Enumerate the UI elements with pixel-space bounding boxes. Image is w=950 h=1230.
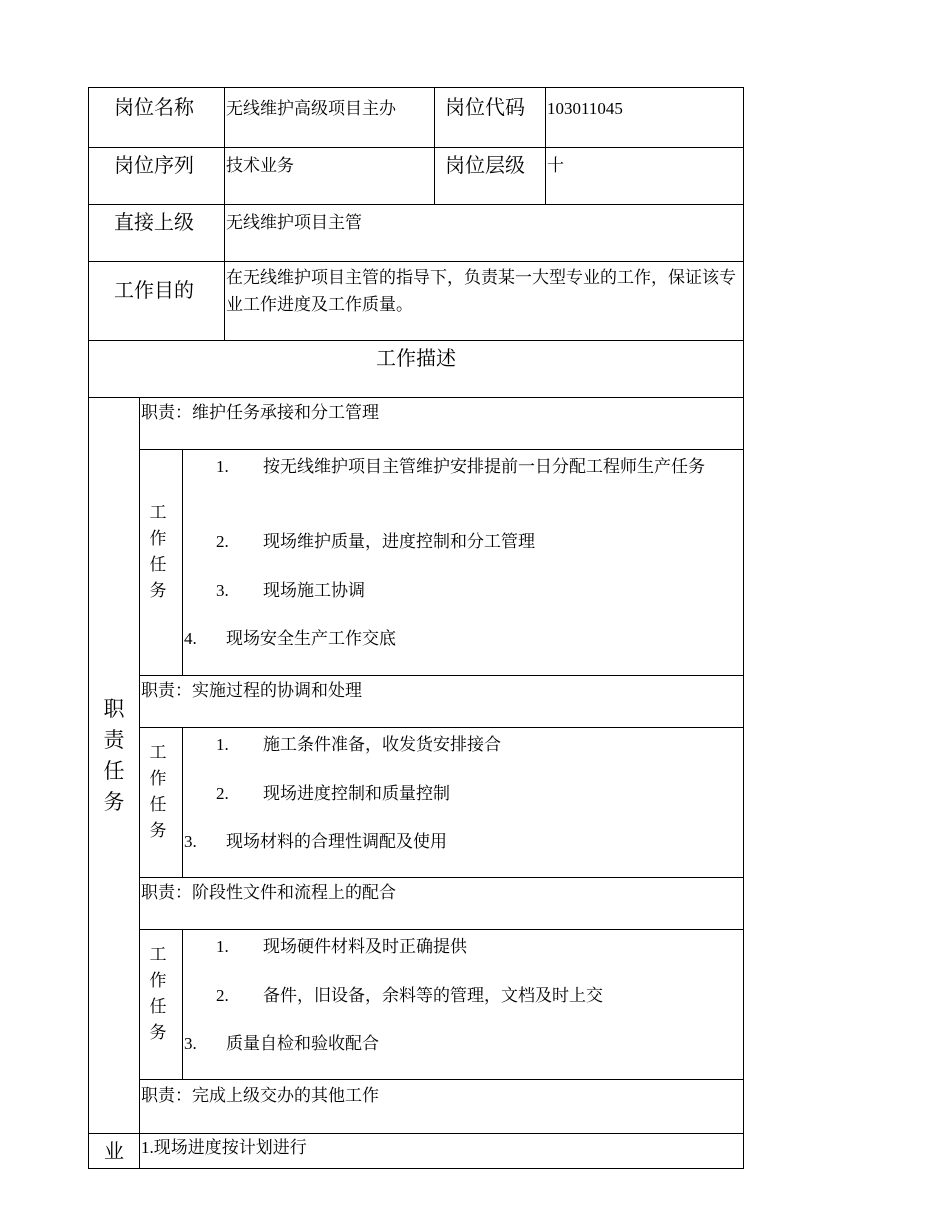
objective-label: 工作目的: [114, 280, 194, 302]
performance-side-label-cell: [88, 1133, 141, 1169]
task-number: 3.: [184, 1034, 197, 1053]
task-text: 施工条件准备，收发货安排接合: [263, 735, 501, 754]
duty-4-title: 职责：完成上级交办的其他工作: [141, 1086, 379, 1105]
task-text: 现场材料的合理性调配及使用: [226, 832, 447, 851]
duty-1-task-label: 工作任务: [149, 503, 167, 600]
level-label: 岗位层级: [445, 155, 525, 177]
supervisor-value-cell: [224, 204, 744, 263]
level-label-cell: [434, 147, 547, 206]
duty-2-task-label-cell: [139, 727, 184, 879]
position-code-label: 岗位代码: [445, 97, 525, 119]
duty-2-task-label: 工作任务: [149, 743, 167, 840]
level-value-cell: [545, 147, 744, 206]
task-text: 质量自检和验收配合: [226, 1034, 379, 1053]
duty-2-tasks-cell: [182, 727, 744, 879]
position-name-label-cell: [88, 87, 226, 149]
position-code-value: 103011045: [547, 99, 623, 118]
duty-3-title-cell: [139, 877, 744, 931]
task-text: 现场硬件材料及时正确提供: [263, 937, 467, 956]
description-title-cell: [88, 340, 744, 399]
duty-3-tasks-cell: [182, 929, 744, 1081]
supervisor-label-cell: [88, 204, 226, 263]
task-number: 2.: [216, 784, 229, 803]
supervisor-label: 直接上级: [114, 212, 194, 234]
position-name-value-cell: [224, 87, 436, 149]
task-number: 3.: [184, 832, 197, 851]
task-number: 2.: [216, 532, 229, 551]
sequence-value-cell: [224, 147, 436, 206]
task-text: 按无线维护项目主管维护安排提前一日分配工程师生产任务: [263, 457, 705, 476]
task-number: 1.: [216, 457, 229, 476]
task-number: 2.: [216, 986, 229, 1005]
performance-item-cell: [139, 1133, 744, 1169]
objective-label-cell: [88, 261, 226, 342]
duty-2-title: 职责：实施过程的协调和处理: [141, 681, 362, 700]
sequence-value: 技术业务: [226, 156, 294, 175]
description-title: 工作描述: [376, 348, 456, 370]
task-number: 3.: [216, 581, 229, 600]
task-text: 现场施工协调: [263, 581, 365, 600]
duty-3-title: 职责：阶段性文件和流程上的配合: [141, 883, 396, 902]
task-number: 4.: [184, 629, 197, 648]
duty-3-task-label-cell: [139, 929, 184, 1081]
task-text: 现场安全生产工作交底: [226, 629, 396, 648]
duty-1-title-cell: [139, 397, 744, 451]
duty-2-title-cell: [139, 675, 744, 729]
position-code-label-cell: [434, 87, 547, 149]
sequence-label-cell: [88, 147, 226, 206]
position-name-label: 岗位名称: [114, 97, 194, 119]
task-number: 1.: [216, 735, 229, 754]
position-code-value-cell: [545, 87, 744, 149]
duty-1-title: 职责：维护任务承接和分工管理: [141, 403, 379, 422]
performance-side-label: 业: [104, 1141, 124, 1163]
duties-side-label: 职责任务: [103, 697, 125, 814]
task-number: 1.: [216, 937, 229, 956]
supervisor-value: 无线维护项目主管: [226, 213, 362, 232]
duty-1-task-label-cell: [139, 449, 184, 677]
objective-value: 在无线维护项目主管的指导下，负责某一大型专业的工作，保证该专业工作进度及工作质量。: [226, 268, 736, 314]
duty-3-task-label: 工作任务: [149, 945, 167, 1042]
objective-value-cell: [224, 261, 744, 342]
position-name-value: 无线维护高级项目主办: [226, 99, 396, 118]
task-text: 现场进度控制和质量控制: [263, 784, 450, 803]
level-value: 十: [547, 156, 564, 175]
duties-side-label-cell: [88, 397, 141, 1135]
task-text: 备件，旧设备，余料等的管理，文档及时上交: [263, 986, 603, 1005]
duty-1-tasks-cell: [182, 449, 744, 677]
duty-4-title-cell: [139, 1079, 744, 1135]
performance-item: 1.现场进度按计划进行: [141, 1138, 307, 1157]
sequence-label: 岗位序列: [114, 155, 194, 177]
task-text: 现场维护质量，进度控制和分工管理: [263, 532, 535, 551]
